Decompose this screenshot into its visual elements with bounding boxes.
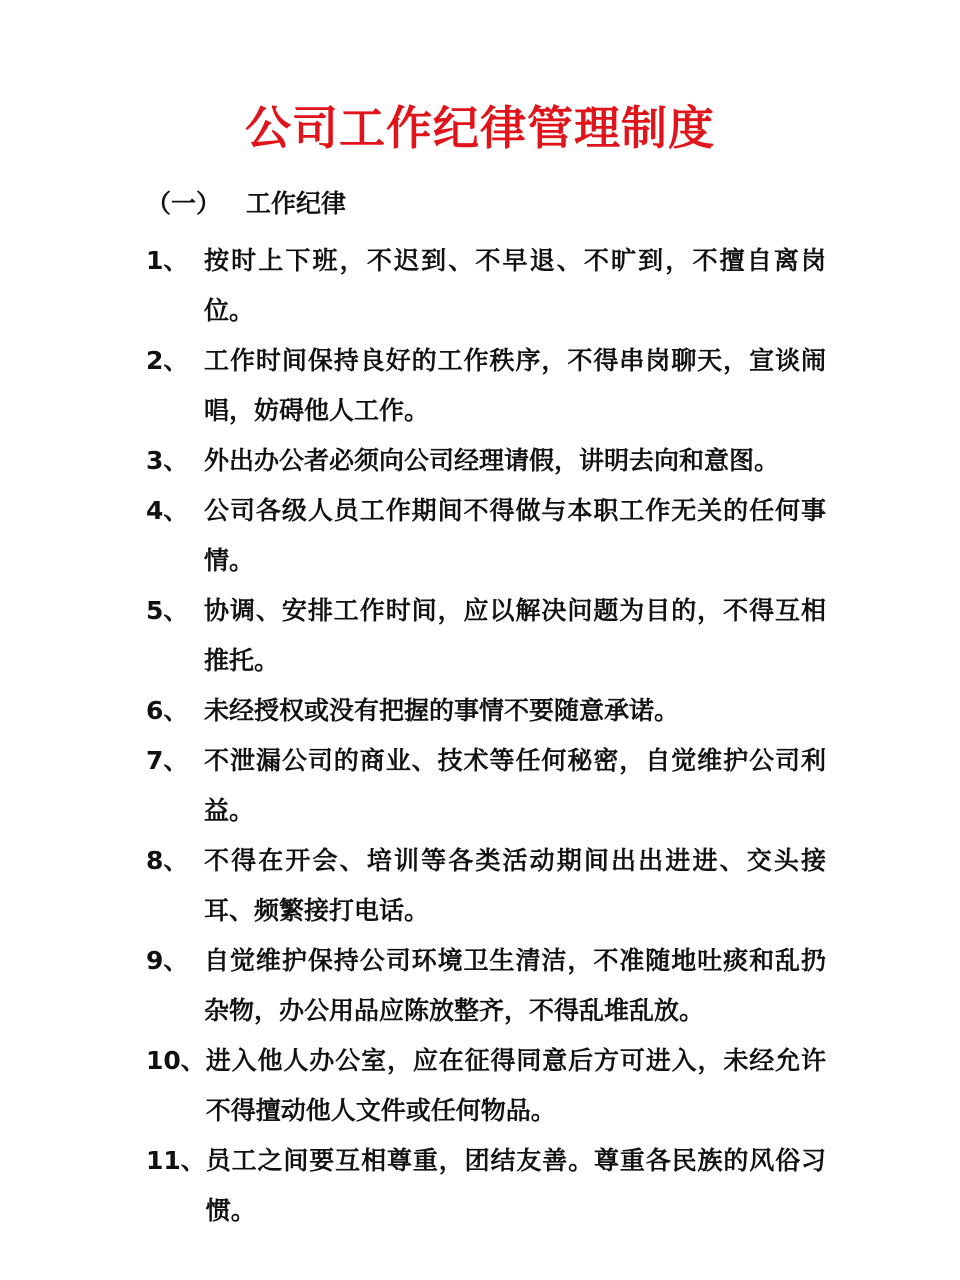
rule-item — [146, 436, 826, 486]
rule-text: 进入他人办公室，应在征得同意后方可进入，未经允许不得擅动他人文件或任何物品。 — [205, 1046, 826, 1125]
rule-index: 11、 — [146, 1146, 206, 1175]
section-number: （一） — [146, 189, 222, 218]
rule-item — [146, 736, 826, 836]
rule-index: 3、 — [146, 446, 189, 475]
rule-text: 不得在开会、培训等各类活动期间出出进进、交头接耳、频繁接打电话。 — [204, 846, 826, 925]
rule-text: 不泄漏公司的商业、技术等任何秘密，自觉维护公司利益。 — [204, 746, 826, 825]
rule-index: 8、 — [146, 846, 189, 875]
rule-text: 协调、安排工作时间，应以解决问题为目的，不得互相推托。 — [204, 596, 826, 675]
rule-item — [146, 1136, 826, 1236]
rule-index: 1、 — [146, 246, 189, 275]
rule-text: 按时上下班，不迟到、不早退、不旷到，不擅自离岗位。 — [204, 246, 826, 325]
rule-text: 员工之间要互相尊重，团结友善。尊重各民族的风俗习惯。 — [205, 1146, 826, 1225]
section-title: 工作纪律 — [246, 189, 347, 218]
rules-list — [146, 236, 826, 1236]
rule-index: 2、 — [146, 346, 189, 375]
rule-item — [146, 586, 826, 686]
rule-item — [146, 936, 826, 1036]
rule-text: 外出办公者必须向公司经理请假，讲明去向和意图。 — [204, 446, 780, 475]
rule-item — [146, 336, 826, 436]
document-title: 公司工作纪律管理制度 — [245, 101, 715, 155]
rule-index: 9、 — [146, 946, 189, 975]
rule-item — [146, 486, 826, 586]
rule-item — [146, 836, 826, 936]
section-heading — [146, 186, 346, 222]
rule-index: 6、 — [146, 696, 189, 725]
rule-text: 未经授权或没有把握的事情不要随意承诺。 — [204, 696, 680, 725]
rule-item — [146, 686, 826, 736]
rule-text: 工作时间保持良好的工作秩序，不得串岗聊天，宣谈闹唱，妨碍他人工作。 — [204, 346, 826, 425]
rule-index: 7、 — [146, 746, 189, 775]
rule-text: 自觉维护保持公司环境卫生清洁，不准随地吐痰和乱扔杂物，办公用品应陈放整齐，不得乱堆乱放。 — [204, 946, 826, 1025]
rule-item — [146, 1036, 826, 1136]
rule-index: 10、 — [146, 1046, 206, 1075]
rule-index: 5、 — [146, 596, 189, 625]
rule-item — [146, 236, 826, 336]
rule-text: 公司各级人员工作期间不得做与本职工作无关的任何事情。 — [204, 496, 826, 575]
rule-index: 4、 — [146, 496, 189, 525]
